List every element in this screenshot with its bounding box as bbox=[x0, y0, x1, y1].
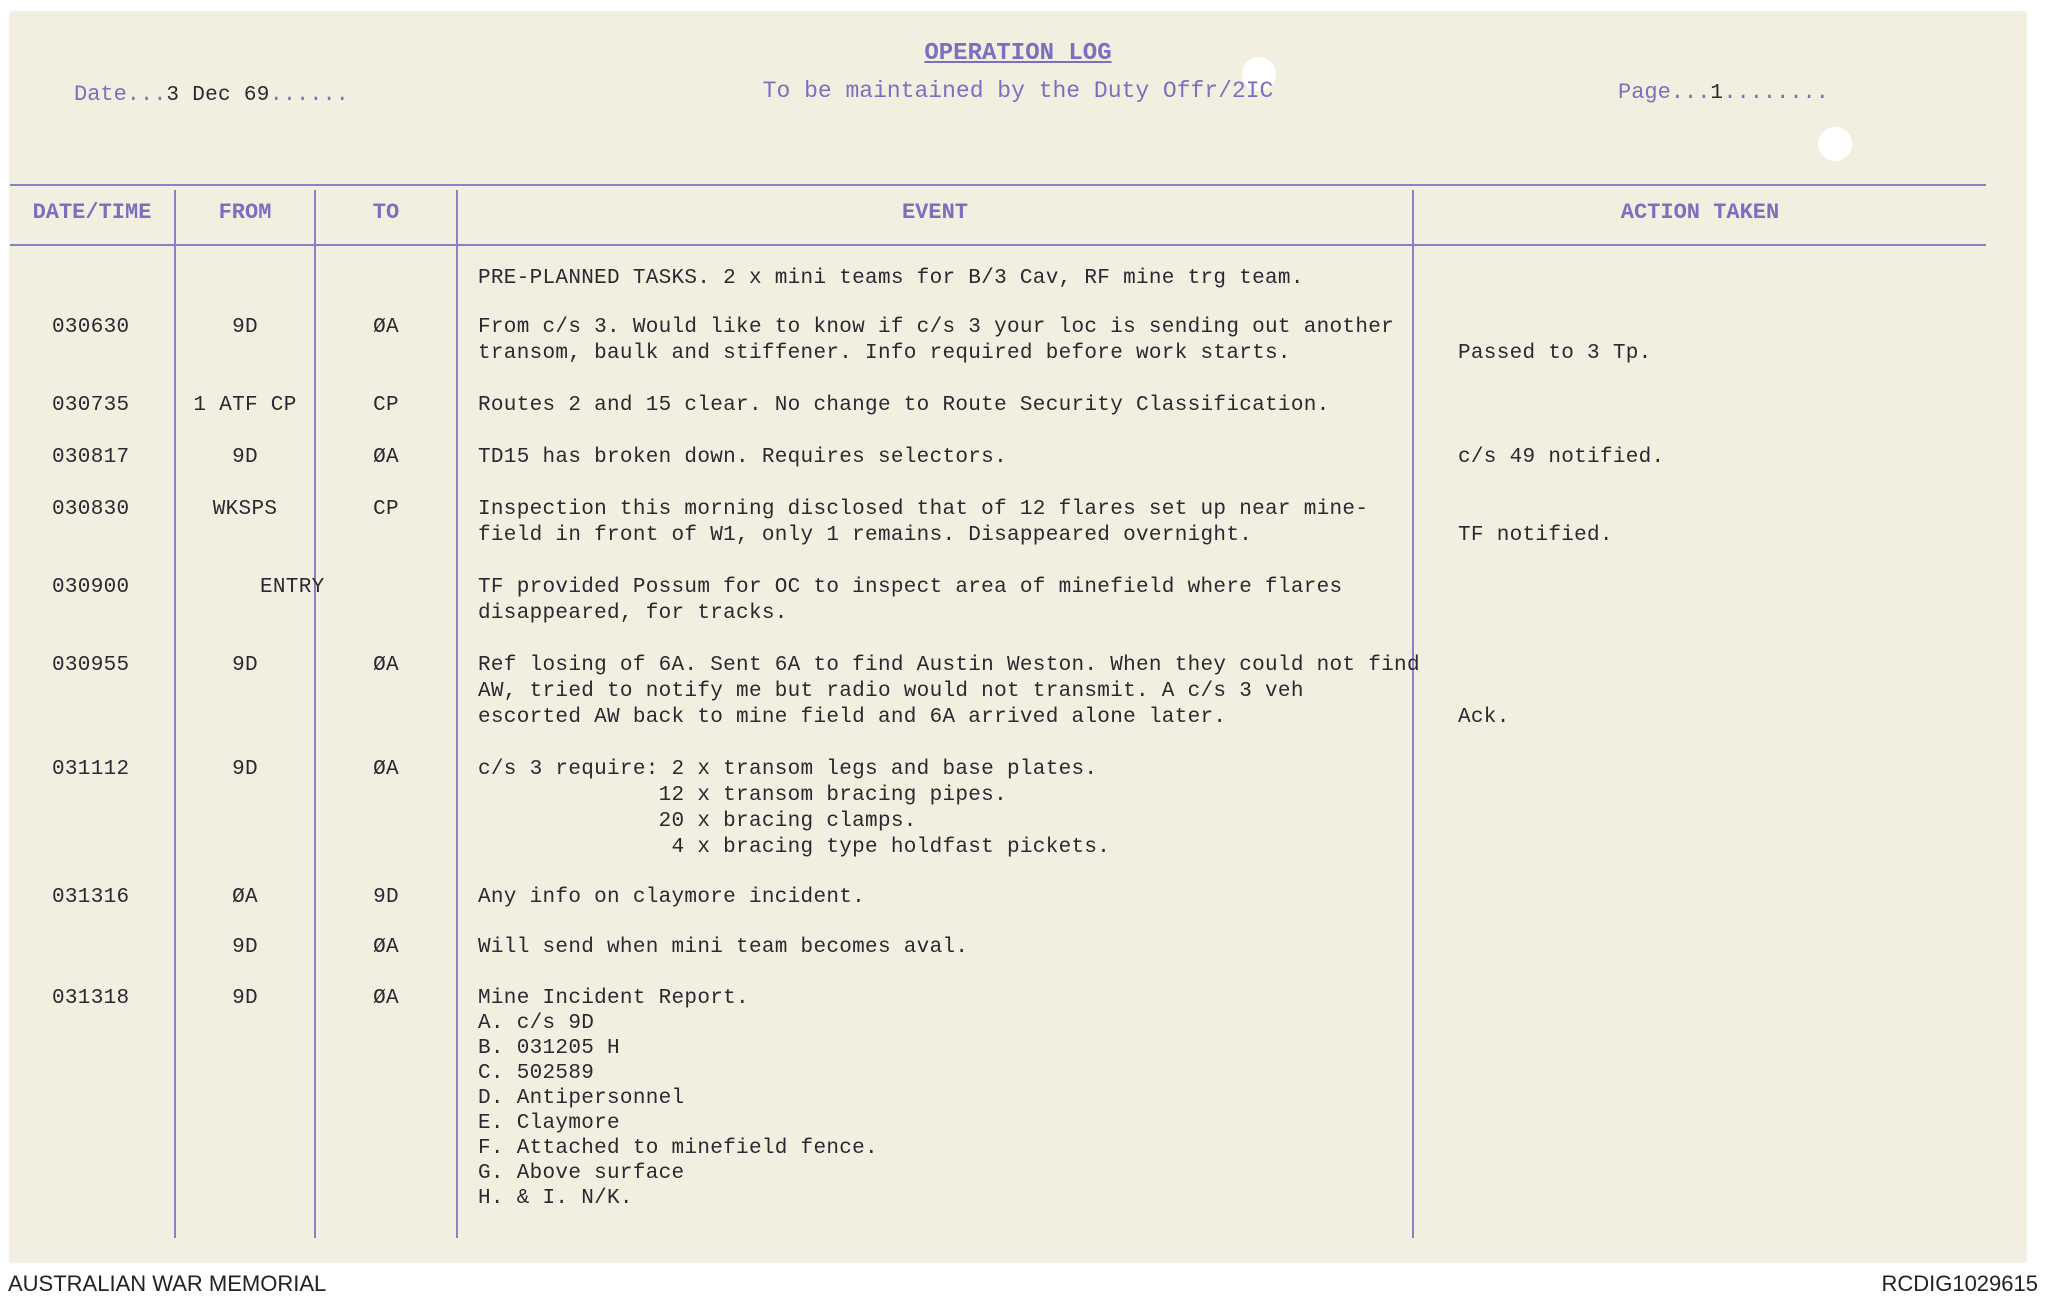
from-cell: WKSPS bbox=[212, 498, 278, 521]
to-cell: ØA bbox=[373, 987, 399, 1010]
column-header-event: EVENT bbox=[901, 200, 968, 225]
to-cell: ØA bbox=[373, 446, 399, 469]
from-cell: ENTRY bbox=[260, 576, 325, 599]
column-divider bbox=[174, 190, 176, 1238]
event-cell: Inspection this morning disclosed that of 12 flares set up near mine- field in front of W1, only 1 remains. Disappeared overnight. bbox=[478, 498, 1369, 547]
date-label: Date... bbox=[74, 82, 167, 107]
column-header-from: FROM bbox=[218, 200, 272, 225]
from-cell: 9D bbox=[232, 446, 258, 469]
datetime-cell: 031318 bbox=[52, 987, 130, 1010]
event-cell: PRE-PLANNED TASKS. 2 x mini teams for B/3 Cav, RF mine trg team. bbox=[478, 267, 1304, 290]
date-dots: ...... bbox=[269, 82, 349, 107]
date-field bbox=[74, 82, 349, 107]
datetime-cell: 030830 bbox=[52, 498, 130, 521]
column-header-to: TO bbox=[372, 200, 400, 225]
event-cell: Will send when mini team becomes aval. bbox=[478, 936, 969, 959]
event-cell: Any info on claymore incident. bbox=[478, 886, 866, 909]
archive-id: RCDIG1029615 bbox=[1881, 1271, 2038, 1296]
event-cell: Routes 2 and 15 clear. No change to Route Security Classification. bbox=[478, 394, 1330, 417]
from-cell: 1 ATF CP bbox=[193, 394, 297, 417]
to-cell: ØA bbox=[373, 654, 399, 677]
punch-hole bbox=[1818, 127, 1852, 161]
column-header-action: ACTION TAKEN bbox=[1620, 200, 1780, 225]
event-cell: TD15 has broken down. Requires selectors. bbox=[478, 446, 1007, 469]
to-cell: CP bbox=[373, 498, 399, 521]
datetime-cell: 030817 bbox=[52, 446, 130, 469]
to-cell: CP bbox=[373, 394, 399, 417]
date-value: 3 Dec 69 bbox=[166, 84, 270, 107]
form-subtitle: To be maintained by the Duty Offr/2IC bbox=[762, 78, 1274, 104]
column-divider bbox=[456, 190, 458, 1238]
to-cell: ØA bbox=[373, 936, 399, 959]
page-label: Page... bbox=[1618, 80, 1711, 105]
column-header-datetime: DATE/TIME bbox=[32, 200, 152, 225]
action-cell: Ack. bbox=[1458, 706, 1510, 729]
form-title: OPERATION LOG bbox=[924, 40, 1112, 67]
event-cell: Ref losing of 6A. Sent 6A to find Austin Weston. When they could not find AW, tried to notify me but radio would not transmit. A c/s 3 veh escorted AW back to mine field and 6A arrived alone later. bbox=[478, 654, 1420, 729]
event-cell: From c/s 3. Would like to know if c/s 3 your loc is sending out another transom, baulk and stiffener. Info required before work starts. bbox=[478, 316, 1395, 365]
datetime-cell: 030630 bbox=[52, 316, 130, 339]
column-divider bbox=[314, 190, 316, 1238]
datetime-cell: 031112 bbox=[52, 758, 130, 781]
event-cell: c/s 3 require: 2 x transom legs and base plates. 12 x transom bracing pipes. 20 x bracing clamps. 4 x bracing type holdfast pickets. bbox=[478, 758, 1111, 859]
datetime-cell: 030735 bbox=[52, 394, 130, 417]
page-field bbox=[1618, 80, 1829, 105]
to-cell: ØA bbox=[373, 758, 399, 781]
datetime-cell: 030955 bbox=[52, 654, 130, 677]
action-cell: c/s 49 notified. bbox=[1458, 446, 1665, 469]
to-cell: ØA bbox=[373, 316, 399, 339]
datetime-cell: 030900 bbox=[52, 576, 130, 599]
table-header-rule bbox=[10, 244, 1986, 246]
page-value: 1 bbox=[1710, 82, 1724, 105]
log-sheet bbox=[10, 12, 2026, 1262]
to-cell: 9D bbox=[373, 886, 399, 909]
datetime-cell: 031316 bbox=[52, 886, 130, 909]
page-dots: ........ bbox=[1723, 80, 1829, 105]
action-cell: TF notified. bbox=[1458, 524, 1613, 547]
from-cell: 9D bbox=[232, 758, 258, 781]
from-cell: 9D bbox=[232, 654, 258, 677]
event-cell: TF provided Possum for OC to inspect area of minefield where flares disappeared, for tracks. bbox=[478, 576, 1343, 625]
from-cell: ØA bbox=[232, 886, 258, 909]
from-cell: 9D bbox=[232, 316, 258, 339]
from-cell: 9D bbox=[232, 936, 258, 959]
action-cell: Passed to 3 Tp. bbox=[1458, 342, 1652, 365]
archive-credit: AUSTRALIAN WAR MEMORIAL bbox=[8, 1271, 327, 1296]
event-cell: Mine Incident Report. A. c/s 9D B. 031205 H C. 502589 D. Antipersonnel E. Claymore F. Attached to minefield fence. G. Above surface H. & I. N/K. bbox=[478, 987, 878, 1210]
table-top-rule bbox=[10, 184, 1986, 186]
from-cell: 9D bbox=[232, 987, 258, 1010]
